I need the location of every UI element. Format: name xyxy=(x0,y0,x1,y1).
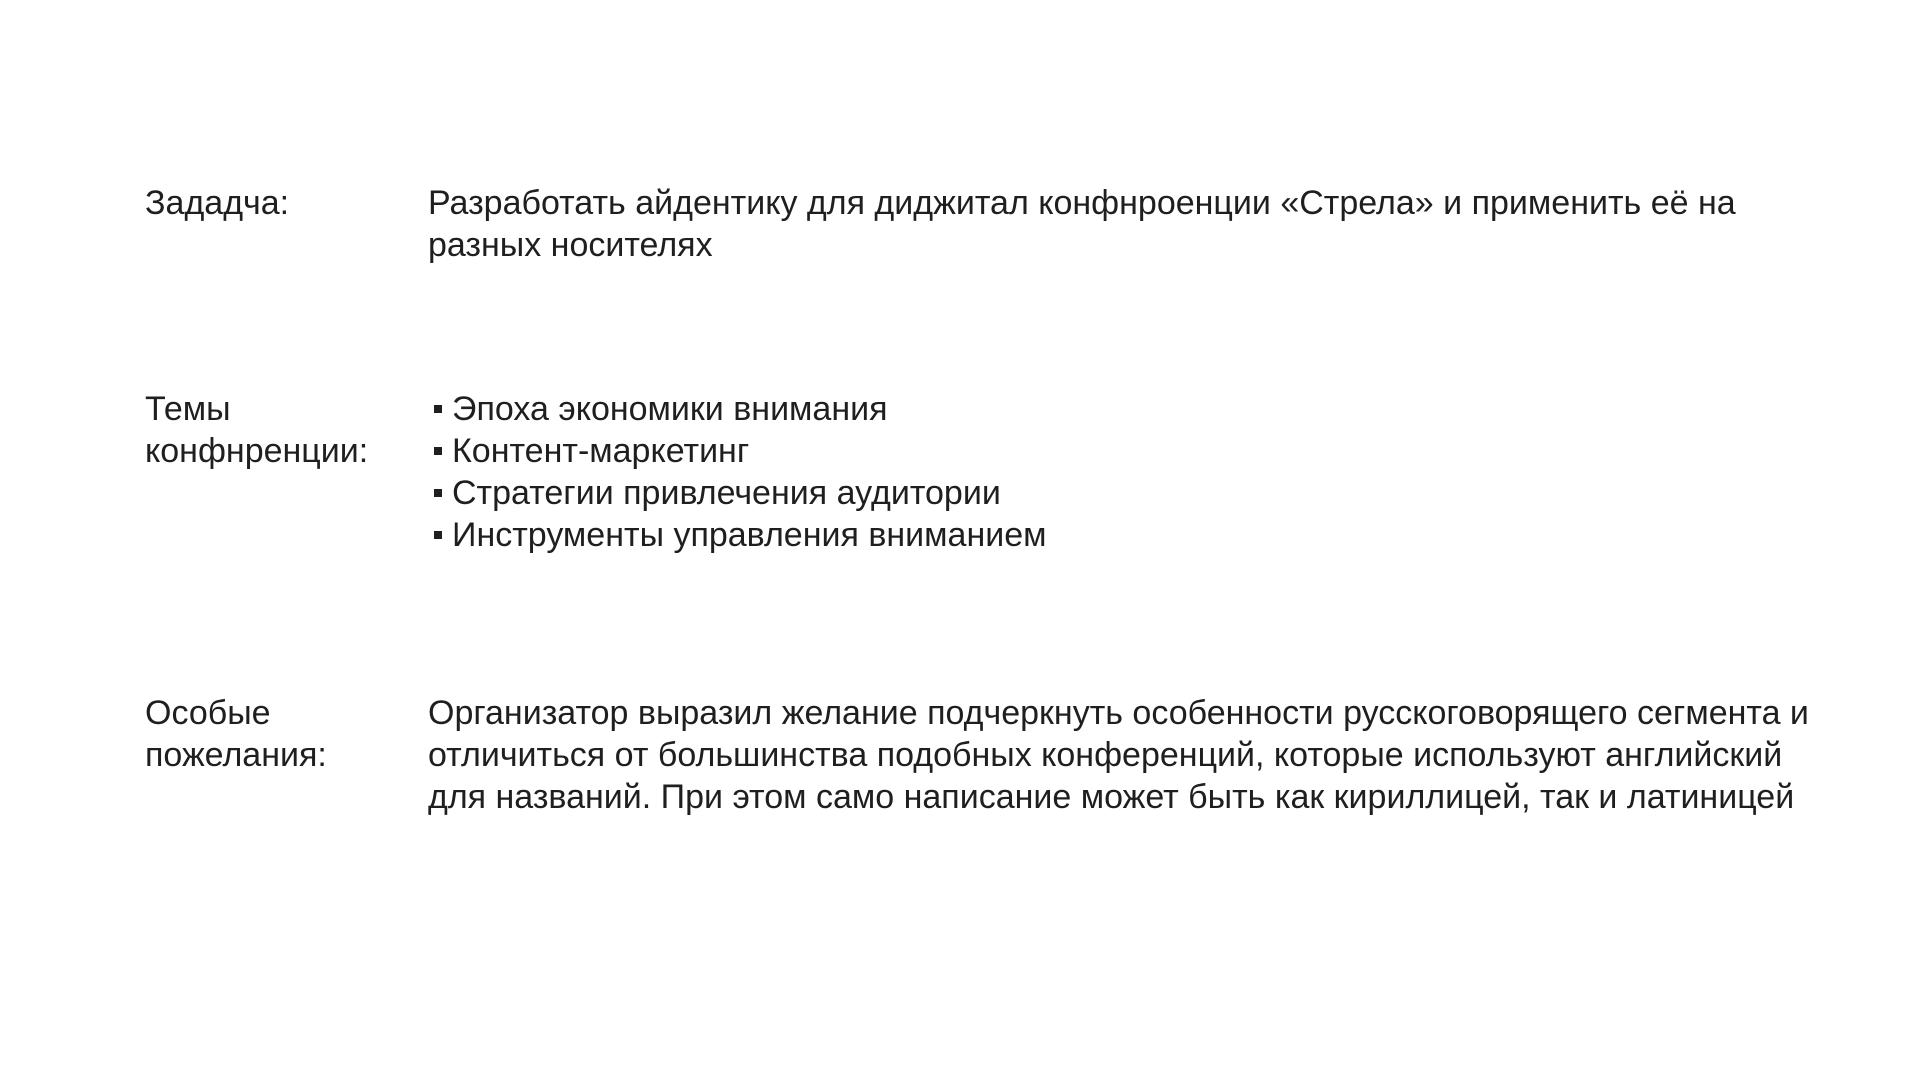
topic-label: Стратегии привлечения аудитории xyxy=(452,474,1001,512)
wishes-text: Организатор выразил желание подчеркнуть особенности русскоговорящего сегмента и отличиться от большинства подобных конференций, которые используют английский для названий. При этом само написание может быть как кириллицей, так и латиницей xyxy=(428,694,1809,816)
topic-label: Контент-маркетинг xyxy=(452,432,750,470)
topics-label: Темы конфнренции: xyxy=(145,390,369,470)
task-text: Разработать айдентику для диджитал конфнроенции «Стрела» и применить её на разных носителях xyxy=(428,184,1736,264)
topics-list-wrapper xyxy=(428,388,1848,556)
topic-label: Инструменты управления вниманием xyxy=(452,516,1047,554)
list-item xyxy=(428,388,1848,430)
bullet-square-icon xyxy=(434,531,442,539)
topics-list xyxy=(428,388,1848,556)
wishes-label: Особые пожелания: xyxy=(145,694,327,774)
bullet-square-icon xyxy=(434,489,442,497)
list-item xyxy=(428,430,1848,472)
bullet-square-icon xyxy=(434,405,442,413)
bullet-square-icon xyxy=(434,447,442,455)
topic-label: Эпоха экономики внимания xyxy=(452,390,888,428)
task-label: Зададча: xyxy=(145,184,290,222)
list-item xyxy=(428,514,1848,556)
list-item xyxy=(428,472,1848,514)
